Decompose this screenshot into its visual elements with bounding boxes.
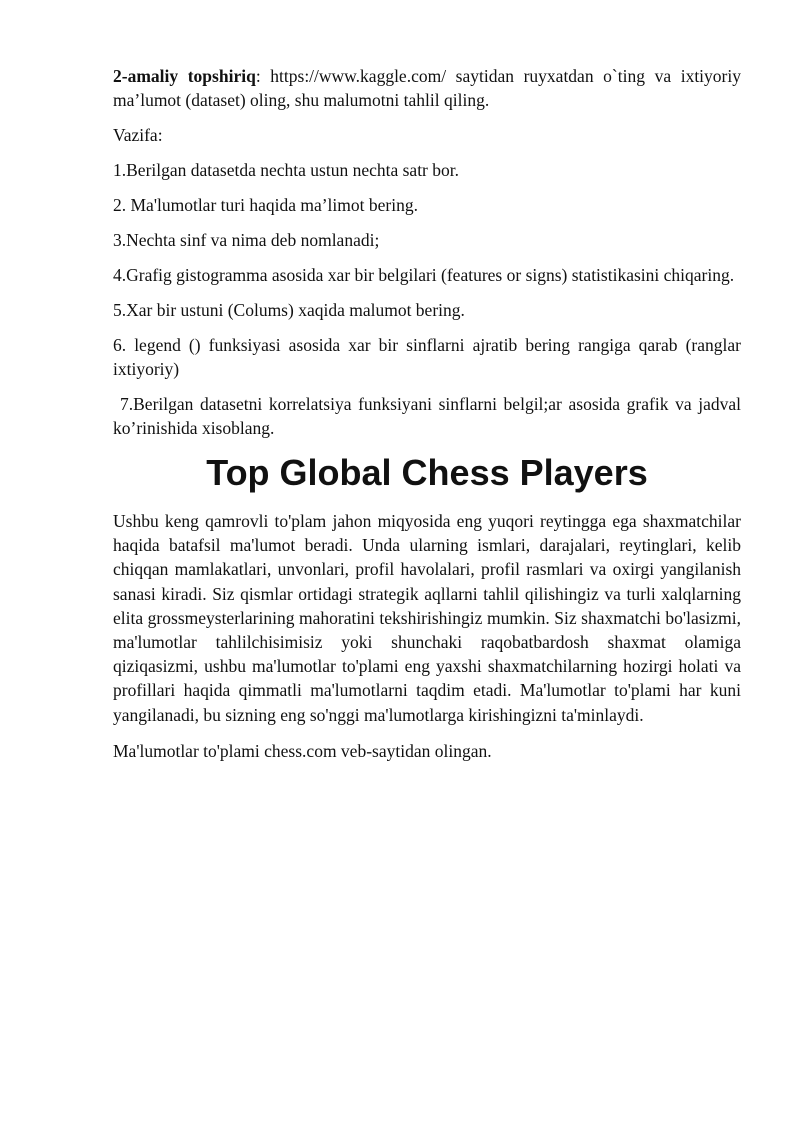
task-item: 7.Berilgan datasetni korrelatsiya funksiyani sinflarni belgil;ar asosida grafik va jadval ko’rinishida xisoblang. [113, 394, 741, 438]
assignment-intro [113, 64, 741, 112]
assignment-intro-text: : https://www.kaggle.com/ saytidan ruyxatdan o`ting va ixtiyoriy ma’lumot (dataset) oling, shu malumotni tahlil qiling. [113, 66, 741, 110]
task-item: 3.Nechta sinf va nima deb nomlanadi; [113, 230, 380, 250]
task-label: Vazifa: [113, 125, 163, 145]
task-item: 6. legend () funksiyasi asosida xar bir sinflarni ajratib bering rangiga qarab (ranglar ixtiyoriy) [113, 335, 741, 379]
dataset-source-note: Ma'lumotlar to'plami chess.com veb-saytidan olingan. [113, 740, 492, 761]
dataset-description: Ushbu keng qamrovli to'plam jahon miqyosida eng yuqori reytingga ega shaxmatchilar haqida batafsil ma'lumot beradi. Unda ularning ismlari, darajalari, reytinglari, kelib chiqqan mamlakatlari, unvonlari, profil havolalari, profil rasmlari va oxirgi yangilanish sanasi kiradi. Siz qismlar ortidagi strategik aqllarni tahlil qilishingiz va turli xalqlarning elita grossmeysterlarining mahoratini tekshirishingiz mumkin. Siz shaxmatchi bo'lasizmi, ma'lumotlar tahlilchisimisiz yoki shunchaki raqobatbardosh shaxmat olamiga qiziqasizmi, ushbu ma'lumotlar to'plami eng yaxshi shaxmatchilarning hozirgi holati va profillari haqida qimmatli ma'lumotlarni taqdim etadi. Ma'lumotlar to'plami har kuni yangilanadi, bu sizning eng so'nggi ma'lumotlarga kirishingizni ta'minlaydi. [113, 511, 741, 725]
task-item: 4.Grafig gistogramma asosida xar bir belgilari (features or signs) statistikasini chiqaring. [113, 265, 735, 285]
task-item: 2. Ma'lumotlar turi haqida ma’limot bering. [113, 195, 418, 215]
assignment-heading: 2-amaliy topshiriq [113, 66, 256, 86]
task-item: 5.Xar bir ustuni (Colums) xaqida malumot bering. [113, 300, 465, 320]
dataset-title: Top Global Chess Players [206, 452, 648, 493]
document-page [113, 64, 741, 775]
task-item: 1.Berilgan datasetda nechta ustun nechta satr bor. [113, 160, 459, 180]
